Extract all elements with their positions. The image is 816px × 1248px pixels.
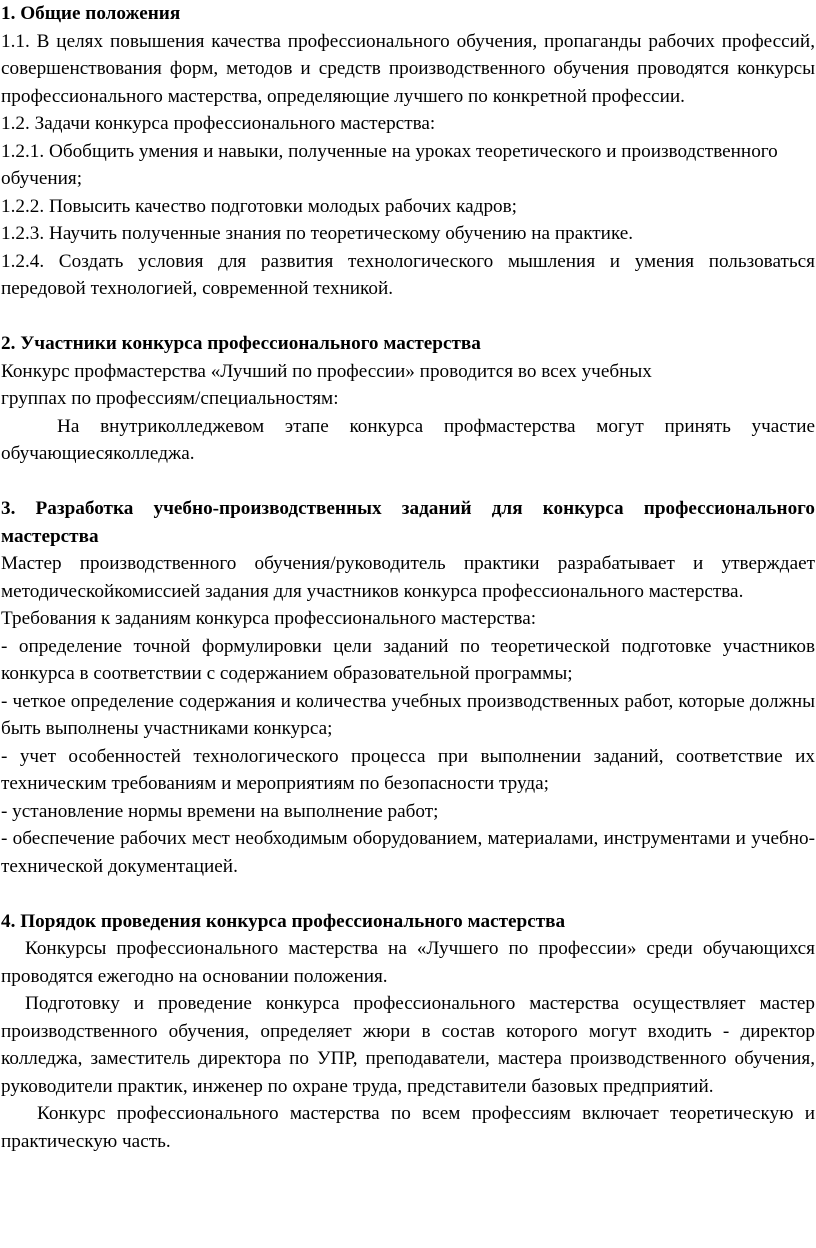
section-1-item-1-2-1: 1.2.1. Обобщить умения и навыки, полученные на уроках теоретического и производственного bbox=[1, 140, 778, 162]
section-3-requirement-1: - определение точной формулировки цели заданий по теоретической подготовке участников конкурса в соответствии с содержанием образовательной программы; bbox=[1, 635, 815, 684]
section-3-requirement-5: - обеспечение рабочих мест необходимым оборудованием, материалами, инструментами и учебно-технической документацией. bbox=[1, 828, 815, 877]
section-1-item-1-2-1-continued: обучения; bbox=[1, 168, 83, 189]
section-3-paragraph-2: Требования к заданиям конкурса профессионального мастерства: bbox=[1, 608, 537, 629]
section-1-item-1-2-4: 1.2.4. Создать условия для развития технологического мышления и умения пользоваться передовой технологией, современной техникой. bbox=[1, 250, 815, 299]
section-2-paragraph-1-continued: группах по профессиям/специальностям: bbox=[1, 388, 339, 409]
section-4-paragraph-3: Конкурс профессионального мастерства по всем профессиям включает теоретическую и практическую часть. bbox=[1, 1103, 815, 1152]
spacer bbox=[1, 468, 815, 496]
section-3-requirement-2: - четкое определение содержания и количества учебных производственных работ, которые должны быть выполнены участниками конкурса; bbox=[1, 690, 815, 739]
section-3-requirement-4: - установление нормы времени на выполнение работ; bbox=[1, 800, 439, 822]
section-1-paragraph-1-2: 1.2. Задачи конкурса профессионального мастерства: bbox=[1, 113, 436, 134]
section-1-item-1-2-2: 1.2.2. Повысить качество подготовки молодых рабочих кадров; bbox=[1, 195, 518, 217]
section-3-paragraph-1: Мастер производственного обучения/руководитель практики разрабатывает и утверждает методическойкомиссией задания для участников конкурса профессионального мастерства. bbox=[1, 553, 815, 602]
spacer bbox=[1, 303, 815, 331]
section-2-paragraph-2: На внутриколледжевом этапе конкурса профмастерства могут принять участие обучающиесяколледжа. bbox=[1, 415, 815, 464]
section-1-paragraph-1-1: 1.1. В целях повышения качества профессионального обучения, пропаганды рабочих профессий, совершенствования форм, методов и средств производственного обучения проводятся конкурсы профессионального мастерства, определяющие лучшего по конкретной профессии. bbox=[1, 30, 815, 107]
section-3-heading: 3. Разработка учебно-производственных заданий для конкурса профессионального мастерства bbox=[1, 498, 815, 547]
section-4-paragraph-2: Подготовку и проведение конкурса профессионального мастерства осуществляет мастер производственного обучения, определяет жюри в состав которого могут входить - директор колледжа, заместитель директора по УПР, преподаватели, мастера производственного обучения, руководители практик, инженер по охране труда, представители базовых предприятий. bbox=[1, 993, 815, 1097]
section-4-paragraph-1: Конкурсы профессионального мастерства на «Лучшего по профессии» среди обучающихся проводятся ежегодно на основании положения. bbox=[1, 938, 815, 987]
spacer bbox=[1, 880, 815, 908]
section-3-requirement-3: - учет особенностей технологического процесса при выполнении заданий, соответствие их техническим требованиям и мероприятиям по безопасности труда; bbox=[1, 745, 815, 794]
section-2-paragraph-1: Конкурс профмастерства «Лучший по профессии» проводится во всех учебных bbox=[1, 360, 652, 382]
section-2-heading: 2. Участники конкурса профессионального мастерства bbox=[1, 333, 481, 354]
section-1-item-1-2-3: 1.2.3. Научить полученные знания по теоретическому обучению на практике. bbox=[1, 223, 634, 244]
section-1-heading: 1. Общие положения bbox=[1, 3, 181, 24]
section-4-heading: 4. Порядок проведения конкурса профессионального мастерства bbox=[1, 910, 566, 932]
